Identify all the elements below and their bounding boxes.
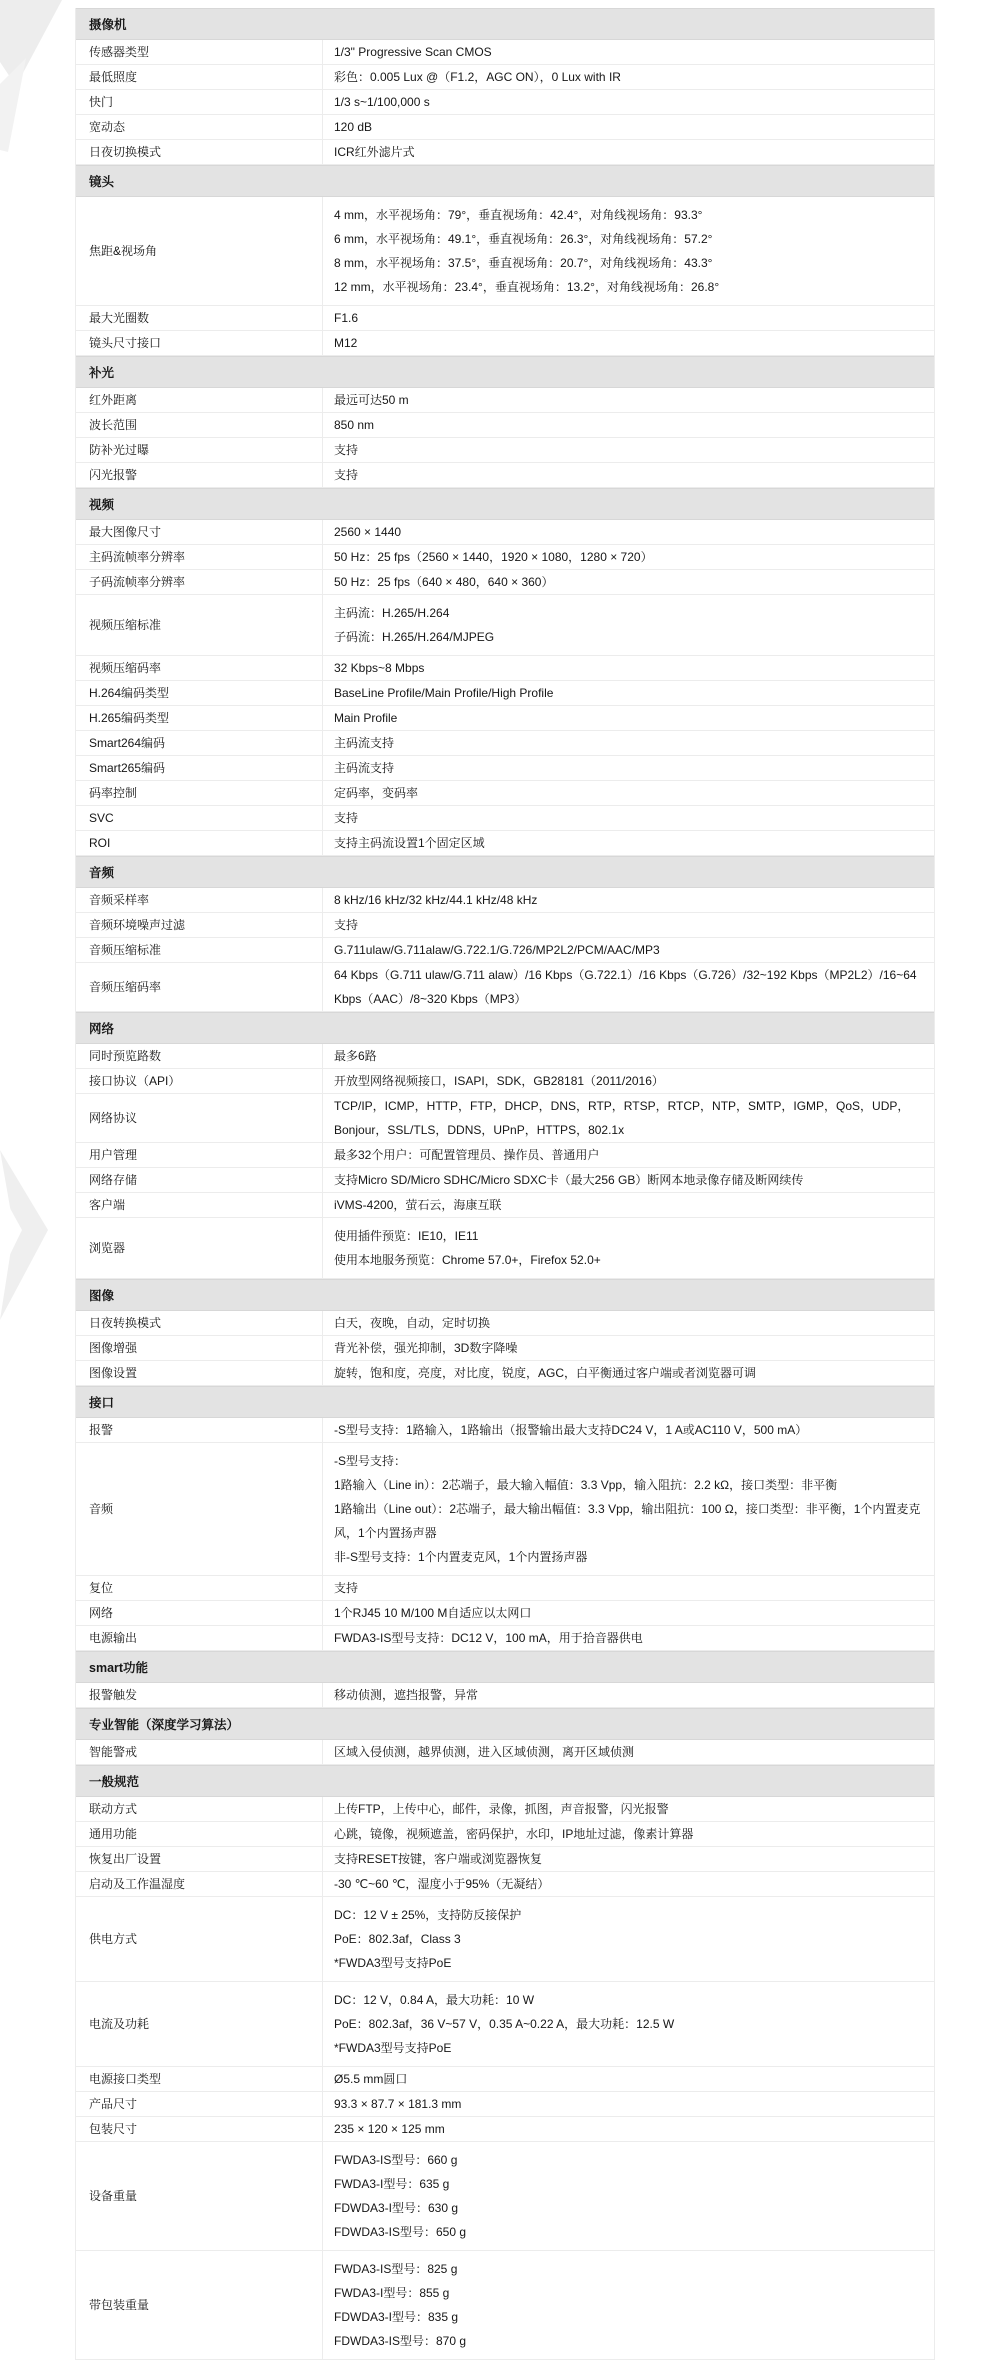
table-row [76, 306, 934, 331]
spec-label: 网络协议 [76, 1094, 323, 1142]
spec-label: 音频采样率 [76, 888, 323, 912]
spec-label: H.265编码类型 [76, 706, 323, 730]
spec-label: 供电方式 [76, 1897, 323, 1981]
spec-value-line: 50 Hz：25 fps（2560 × 1440，1920 × 1080，1280 × 720） [334, 550, 653, 564]
spec-value [323, 595, 934, 655]
spec-value [323, 438, 934, 462]
table-row [76, 913, 934, 938]
spec-value-line: 850 nm [334, 418, 375, 432]
section-header: 补光 [76, 356, 934, 388]
spec-value-line: Main Profile [334, 711, 398, 725]
spec-value [323, 2142, 934, 2250]
spec-value-line: 旋转，饱和度，亮度，对比度，锐度，AGC，白平衡通过客户端或者浏览器可调 [334, 1366, 757, 1380]
table-row [76, 706, 934, 731]
table-row [76, 40, 934, 65]
spec-value-line: 32 Kbps~8 Mbps [334, 661, 425, 675]
spec-value [323, 1740, 934, 1764]
spec-value-line: FWDA3-I型号：855 g [334, 2286, 450, 2300]
spec-value [323, 1822, 934, 1846]
spec-label: 日夜转换模式 [76, 1311, 323, 1335]
spec-value [323, 938, 934, 962]
table-row [76, 1897, 934, 1982]
table-row [76, 1626, 934, 1651]
spec-value [323, 306, 934, 330]
spec-label: 复位 [76, 1576, 323, 1600]
spec-label: 电源接口类型 [76, 2067, 323, 2091]
table-row [76, 1361, 934, 1386]
section-header: 摄像机 [76, 8, 934, 40]
section-header: 接口 [76, 1386, 934, 1418]
table-row [76, 1797, 934, 1822]
spec-value [323, 1847, 934, 1871]
table-row [76, 2117, 934, 2142]
spec-value [323, 1897, 934, 1981]
spec-label: 子码流帧率分辨率 [76, 570, 323, 594]
table-row [76, 413, 934, 438]
spec-value-line: M12 [334, 336, 358, 350]
spec-label: 图像增强 [76, 1336, 323, 1360]
spec-value [323, 2117, 934, 2141]
spec-value-line: 支持 [334, 1581, 359, 1595]
spec-value-line: 2560 × 1440 [334, 525, 402, 539]
spec-value [323, 2067, 934, 2091]
spec-value-line: FWDA3-I型号：635 g [334, 2177, 450, 2191]
spec-value-line: 彩色：0.005 Lux @（F1.2，AGC ON），0 Lux with IR [334, 70, 621, 84]
spec-value-line: FWDA3-IS型号支持：DC12 V，100 mA，用于拾音器供电 [334, 1631, 643, 1645]
spec-value [323, 806, 934, 830]
table-row [76, 731, 934, 756]
table-row [76, 1044, 934, 1069]
spec-value-line: 1路输入（Line in）：2芯端子，最大输入幅值：3.3 Vpp，输入阻抗：2.2 kΩ，接口类型：非平衡 [334, 1478, 838, 1492]
spec-value-line: ICR红外滤片式 [334, 145, 415, 159]
spec-value [323, 1311, 934, 1335]
spec-value-line: DC：12 V ± 25%，支持防反接保护 [334, 1908, 522, 1922]
spec-value [323, 570, 934, 594]
spec-value-line: 非-S型号支持：1个内置麦克风，1个内置扬声器 [334, 1550, 588, 1564]
spec-value-line: 白天，夜晚，自动，定时切换 [334, 1316, 491, 1330]
spec-value-line: FDWDA3-I型号：630 g [334, 2201, 459, 2215]
spec-label: 快门 [76, 90, 323, 114]
spec-value-line: 子码流：H.265/H.264/MJPEG [334, 630, 495, 644]
spec-label: 设备重量 [76, 2142, 323, 2250]
table-row [76, 1193, 934, 1218]
table-row [76, 2067, 934, 2092]
spec-value-line: 支持 [334, 811, 359, 825]
spec-value-line: 64 Kbps（G.711 ulaw/G.711 alaw）/16 Kbps（G.722.1）/16 Kbps（G.726）/32~192 Kbps（MP2L2）/16~64 Kbps（AAC）/8~320 Kbps（MP3） [334, 968, 917, 1006]
spec-value-line: 使用插件预览：IE10，IE11 [334, 1229, 479, 1243]
spec-value [323, 1626, 934, 1650]
spec-value [323, 1336, 934, 1360]
spec-label: 带包装重量 [76, 2251, 323, 2359]
spec-value [323, 831, 934, 855]
spec-value [323, 90, 934, 114]
spec-label: 闪光报警 [76, 463, 323, 487]
table-row [76, 656, 934, 681]
table-row [76, 438, 934, 463]
spec-value [323, 1143, 934, 1167]
spec-label: 网络存储 [76, 1168, 323, 1192]
table-row [76, 1168, 934, 1193]
spec-label: 焦距&视场角 [76, 197, 323, 305]
table-row [76, 1601, 934, 1626]
table-row [76, 1069, 934, 1094]
spec-label: 智能警戒 [76, 1740, 323, 1764]
table-row [76, 463, 934, 488]
table-row [76, 1418, 934, 1443]
spec-value-line: 移动侦测，遮挡报警，异常 [334, 1688, 479, 1702]
spec-value-line: iVMS-4200，萤石云，海康互联 [334, 1198, 502, 1212]
section-header: 网络 [76, 1012, 934, 1044]
spec-value-line: 最多32个用户：可配置管理员、操作员、普通用户 [334, 1148, 600, 1162]
spec-value-line: 主码流支持 [334, 736, 395, 750]
spec-label: 码率控制 [76, 781, 323, 805]
table-row [76, 545, 934, 570]
spec-value-line: FWDA3-IS型号：825 g [334, 2262, 458, 2276]
spec-value [323, 140, 934, 164]
spec-label: 接口协议（API） [76, 1069, 323, 1093]
spec-value [323, 1193, 934, 1217]
spec-label: 红外距离 [76, 388, 323, 412]
table-row [76, 197, 934, 306]
watermark-shape-left-middle [0, 1130, 60, 1340]
spec-value [323, 706, 934, 730]
spec-label: 主码流帧率分辨率 [76, 545, 323, 569]
spec-label: 同时预览路数 [76, 1044, 323, 1068]
spec-value [323, 681, 934, 705]
spec-value-line: *FWDA3型号支持PoE [334, 2041, 452, 2055]
spec-value-line: FDWDA3-IS型号：650 g [334, 2225, 467, 2239]
spec-label: 用户管理 [76, 1143, 323, 1167]
spec-label: 防补光过曝 [76, 438, 323, 462]
table-row [76, 2142, 934, 2251]
spec-value-line: 支持主码流设置1个固定区域 [334, 836, 485, 850]
table-row [76, 831, 934, 856]
spec-value-line: DC：12 V，0.84 A，最大功耗：10 W [334, 1993, 535, 2007]
spec-label: 音频压缩码率 [76, 963, 323, 1011]
spec-value-line: FWDA3-IS型号：660 g [334, 2153, 458, 2167]
spec-value-line: 定码率，变码率 [334, 786, 419, 800]
spec-value [323, 115, 934, 139]
spec-label: 视频压缩标准 [76, 595, 323, 655]
spec-value-line: 12 mm，水平视场角：23.4°，垂直视场角：13.2°，对角线视场角：26.8° [334, 280, 720, 294]
spec-label: 通用功能 [76, 1822, 323, 1846]
table-row [76, 1094, 934, 1143]
table-row [76, 1143, 934, 1168]
spec-value-line: -30 ℃~60 ℃，湿度小于95%（无凝结） [334, 1877, 550, 1891]
section-header: 一般规范 [76, 1765, 934, 1797]
table-row [76, 570, 934, 595]
spec-label: Smart264编码 [76, 731, 323, 755]
spec-value-line: FDWDA3-I型号：835 g [334, 2310, 459, 2324]
spec-value [323, 1872, 934, 1896]
spec-value-line: *FWDA3型号支持PoE [334, 1956, 452, 1970]
spec-table [75, 8, 935, 2360]
spec-value [323, 963, 934, 1011]
spec-value-line: PoE：802.3af，36 V~57 V，0.35 A~0.22 A，最大功耗：12.5 W [334, 2017, 675, 2031]
table-row [76, 938, 934, 963]
table-row [76, 520, 934, 545]
spec-value [323, 1601, 934, 1625]
table-row [76, 90, 934, 115]
spec-value [323, 463, 934, 487]
spec-value-line: 235 × 120 × 125 mm [334, 2122, 445, 2136]
spec-label: H.264编码类型 [76, 681, 323, 705]
section-header: 图像 [76, 1279, 934, 1311]
section-header: 专业智能（深度学习算法） [76, 1708, 934, 1740]
spec-value [323, 40, 934, 64]
spec-label: 报警触发 [76, 1683, 323, 1707]
spec-value [323, 65, 934, 89]
table-row [76, 1218, 934, 1279]
spec-value [323, 388, 934, 412]
section-header: 镜头 [76, 165, 934, 197]
spec-value [323, 520, 934, 544]
spec-value-line: 主码流支持 [334, 761, 395, 775]
spec-label: 最大光圈数 [76, 306, 323, 330]
spec-value-line: 区域入侵侦测，越界侦测，进入区域侦测，离开区域侦测 [334, 1745, 635, 1759]
table-row [76, 781, 934, 806]
spec-value-line: 8 mm，水平视场角：37.5°，垂直视场角：20.7°，对角线视场角：43.3° [334, 256, 713, 270]
spec-label: 音频 [76, 1443, 323, 1575]
spec-value-line: 1/3 s~1/100,000 s [334, 95, 430, 109]
spec-label: 报警 [76, 1418, 323, 1442]
spec-value-line: 1个RJ45 10 M/100 M自适应以太网口 [334, 1606, 532, 1620]
spec-value-line: 8 kHz/16 kHz/32 kHz/44.1 kHz/48 kHz [334, 893, 538, 907]
table-row [76, 888, 934, 913]
spec-value-line: -S型号支持：1路输入，1路输出（报警输出最大支持DC24 V，1 A或AC110 V，500 mA） [334, 1423, 808, 1437]
spec-label: 波长范围 [76, 413, 323, 437]
spec-label: 网络 [76, 1601, 323, 1625]
table-row [76, 1822, 934, 1847]
spec-value [323, 1418, 934, 1442]
spec-value-line: 上传FTP，上传中心，邮件，录像，抓图，声音报警，闪光报警 [334, 1802, 669, 1816]
spec-label: 产品尺寸 [76, 2092, 323, 2116]
spec-value [323, 656, 934, 680]
spec-label: 日夜切换模式 [76, 140, 323, 164]
table-row [76, 1576, 934, 1601]
spec-value-line: 主码流：H.265/H.264 [334, 606, 450, 620]
spec-value [323, 756, 934, 780]
table-row [76, 595, 934, 656]
spec-label: SVC [76, 806, 323, 830]
spec-value [323, 1218, 934, 1278]
spec-value-line: 支持Micro SD/Micro SDHC/Micro SDXC卡（最大256 GB）断网本地录像存储及断网续传 [334, 1173, 804, 1187]
spec-value-line: 1/3" Progressive Scan CMOS [334, 45, 492, 59]
spec-value-line: 6 mm，水平视场角：49.1°，垂直视场角：26.3°，对角线视场角：57.2° [334, 232, 713, 246]
spec-label: 最低照度 [76, 65, 323, 89]
spec-value [323, 731, 934, 755]
spec-value [323, 1683, 934, 1707]
spec-value-line: 93.3 × 87.7 × 181.3 mm [334, 2097, 462, 2111]
spec-label: 镜头尺寸接口 [76, 331, 323, 355]
spec-value-line: -S型号支持： [334, 1454, 407, 1468]
spec-value [323, 781, 934, 805]
spec-value [323, 1443, 934, 1575]
spec-label: 包装尺寸 [76, 2117, 323, 2141]
table-row [76, 1683, 934, 1708]
spec-value [323, 1361, 934, 1385]
spec-value-line: 使用本地服务预览：Chrome 57.0+，Firefox 52.0+ [334, 1253, 601, 1267]
spec-value [323, 1168, 934, 1192]
spec-value-line: F1.6 [334, 311, 359, 325]
spec-label: 音频环境噪声过滤 [76, 913, 323, 937]
table-row [76, 756, 934, 781]
spec-label: 宽动态 [76, 115, 323, 139]
section-header: 音频 [76, 856, 934, 888]
table-row [76, 1982, 934, 2067]
spec-label: 传感器类型 [76, 40, 323, 64]
table-row [76, 115, 934, 140]
table-row [76, 1740, 934, 1765]
spec-value-line: 4 mm，水平视场角：79°，垂直视场角：42.4°，对角线视场角：93.3° [334, 208, 703, 222]
spec-value [323, 2092, 934, 2116]
spec-value-line: 支持 [334, 443, 359, 457]
spec-label: 联动方式 [76, 1797, 323, 1821]
spec-value-line: G.711ulaw/G.711alaw/G.722.1/G.726/MP2L2/PCM/AAC/MP3 [334, 943, 660, 957]
spec-value-line: 开放型网络视频接口，ISAPI，SDK，GB28181（2011/2016） [334, 1074, 664, 1088]
section-header: 视频 [76, 488, 934, 520]
spec-value [323, 545, 934, 569]
spec-value-line: PoE：802.3af，Class 3 [334, 1932, 461, 1946]
spec-value-line: 1路输出（Line out）：2芯端子，最大输出幅值：3.3 Vpp，输出阻抗：100 Ω，接口类型：非平衡，1个内置麦克风，1个内置扬声器 [334, 1502, 921, 1540]
spec-label: 视频压缩码率 [76, 656, 323, 680]
spec-value-line: 背光补偿，强光抑制，3D数字降噪 [334, 1341, 518, 1355]
spec-label: 电流及功耗 [76, 1982, 323, 2066]
spec-value [323, 1094, 934, 1142]
spec-value-line: 支持 [334, 468, 359, 482]
spec-value-line: FDWDA3-IS型号：870 g [334, 2334, 467, 2348]
spec-value [323, 888, 934, 912]
spec-label: 客户端 [76, 1193, 323, 1217]
spec-value-line: 支持 [334, 918, 359, 932]
spec-value [323, 1044, 934, 1068]
spec-value-line: 最多6路 [334, 1049, 377, 1063]
table-row [76, 65, 934, 90]
spec-value-line: TCP/IP，ICMP，HTTP，FTP，DHCP，DNS，RTP，RTSP，RTCP，NTP，SMTP，IGMP，QoS，UDP，Bonjour，SSL/TLS，DDNS，UPnP，HTTPS，802.1x [334, 1099, 910, 1137]
spec-label: 最大图像尺寸 [76, 520, 323, 544]
spec-label: Smart265编码 [76, 756, 323, 780]
spec-value [323, 2251, 934, 2359]
spec-value-line: Ø5.5 mm圆口 [334, 2072, 408, 2086]
spec-value [323, 1069, 934, 1093]
table-row [76, 963, 934, 1012]
spec-value [323, 413, 934, 437]
table-row [76, 1443, 934, 1576]
spec-label: 启动及工作温湿度 [76, 1872, 323, 1896]
table-row [76, 2092, 934, 2117]
spec-label: 音频压缩标准 [76, 938, 323, 962]
spec-value [323, 1982, 934, 2066]
table-row [76, 1311, 934, 1336]
spec-value [323, 1797, 934, 1821]
spec-label: 浏览器 [76, 1218, 323, 1278]
spec-label: 电源输出 [76, 1626, 323, 1650]
spec-value-line: BaseLine Profile/Main Profile/High Profile [334, 686, 554, 700]
section-header: smart功能 [76, 1651, 934, 1683]
spec-label: 图像设置 [76, 1361, 323, 1385]
spec-label: ROI [76, 831, 323, 855]
spec-value-line: 支持RESET按键，客户端或浏览器恢复 [334, 1852, 543, 1866]
spec-value-line: 心跳，镜像，视频遮盖，密码保护，水印，IP地址过滤，像素计算器 [334, 1827, 694, 1841]
spec-value-line: 120 dB [334, 120, 373, 134]
spec-value [323, 197, 934, 305]
table-row [76, 1872, 934, 1897]
table-row [76, 1336, 934, 1361]
spec-value [323, 1576, 934, 1600]
table-row [76, 331, 934, 356]
spec-value-line: 最远可达50 m [334, 393, 409, 407]
table-row [76, 388, 934, 413]
table-row [76, 140, 934, 165]
spec-value [323, 331, 934, 355]
spec-value [323, 913, 934, 937]
spec-value-line: 50 Hz：25 fps（640 × 480，640 × 360） [334, 575, 554, 589]
spec-label: 恢复出厂设置 [76, 1847, 323, 1871]
table-row [76, 2251, 934, 2360]
table-row [76, 806, 934, 831]
table-row [76, 1847, 934, 1872]
table-row [76, 681, 934, 706]
